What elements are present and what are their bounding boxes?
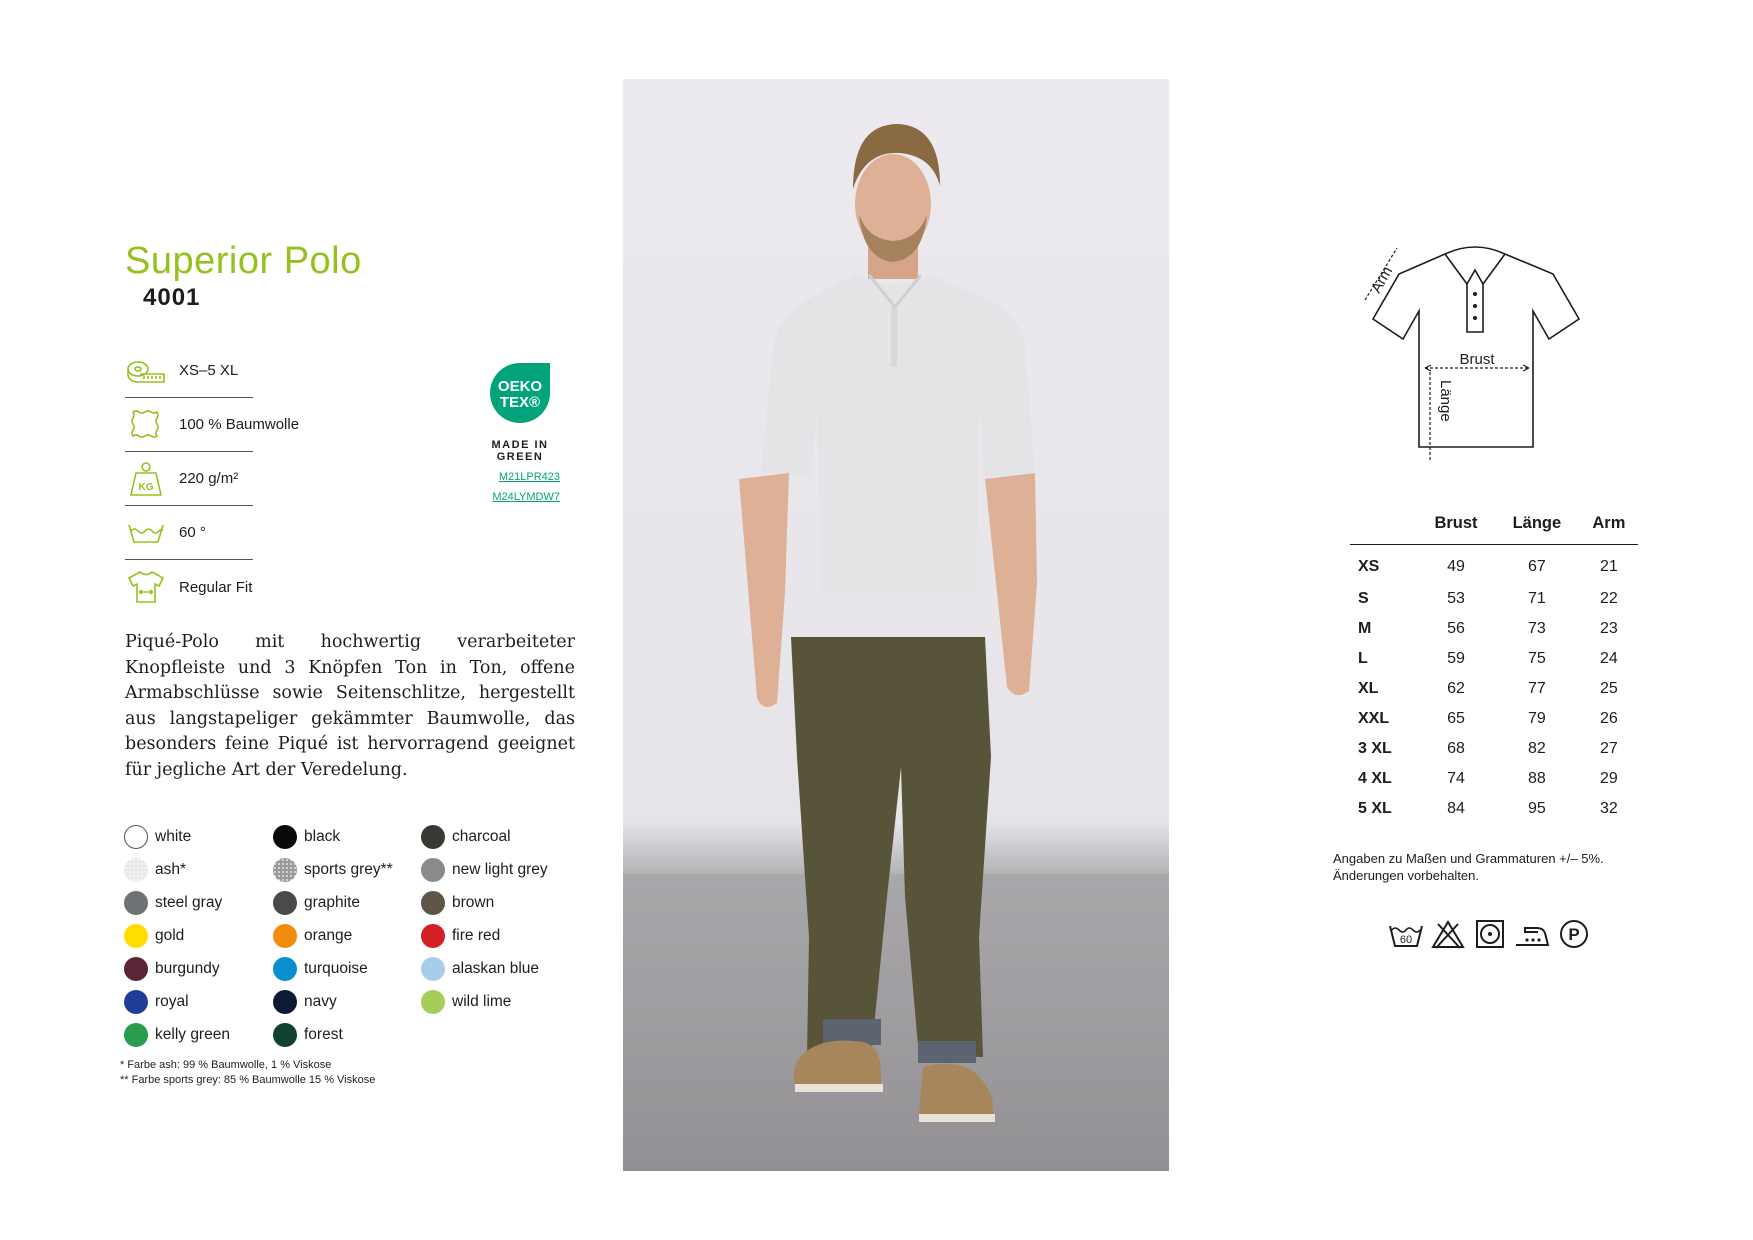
length-cell: 75 <box>1527 650 1546 667</box>
fit-shirt-icon <box>125 567 167 607</box>
color-option-royal <box>124 990 273 1014</box>
chest-cell: 62 <box>1447 680 1465 697</box>
size-cell: XS <box>1358 558 1380 576</box>
color-label: turquoise <box>304 960 368 977</box>
color-grid <box>124 825 564 1047</box>
color-option-burgundy <box>124 957 273 981</box>
color-label: white <box>155 828 192 845</box>
color-swatch <box>421 924 445 948</box>
spec-row-wash <box>125 506 253 560</box>
color-label: navy <box>304 993 337 1010</box>
color-swatch <box>273 924 297 948</box>
color-label: gold <box>155 927 185 944</box>
length-cell: 79 <box>1527 710 1546 727</box>
header-length: Länge <box>1494 510 1580 544</box>
size-cell: 4 XL <box>1358 770 1392 787</box>
color-option-sports-grey <box>273 858 421 882</box>
oeko-code-link-1[interactable]: M21LPR423 <box>498 471 560 483</box>
chest-cell: 56 <box>1447 620 1465 637</box>
color-option-brown <box>421 891 564 915</box>
arm-cell: 27 <box>1599 740 1618 757</box>
shirt-measurement-diagram <box>1355 222 1595 462</box>
note-line-2: Änderungen vorbehalten. <box>1333 868 1480 883</box>
article-number: 4001 <box>143 284 201 311</box>
dry-clean-p-icon <box>1556 918 1592 950</box>
arm-cell: 26 <box>1599 710 1618 727</box>
oeko-made-in <box>470 439 570 463</box>
no-bleach-icon <box>1430 918 1466 950</box>
color-label: ash* <box>155 861 187 878</box>
color-option-forest <box>273 1023 421 1047</box>
oeko-made-in-line1: MADE IN <box>491 439 549 451</box>
size-cell: M <box>1358 620 1372 637</box>
measurement-note <box>1333 850 1604 884</box>
care-symbols <box>1388 918 1592 950</box>
chest-cell: 53 <box>1447 590 1465 607</box>
color-label: graphite <box>304 894 361 911</box>
color-label: wild lime <box>452 993 512 1010</box>
color-swatch <box>421 891 445 915</box>
svg-text:60: 60 <box>1399 934 1413 946</box>
color-option-steel-gray <box>124 891 273 915</box>
arm-cell: 24 <box>1599 650 1618 667</box>
chest-cell: 74 <box>1447 770 1465 787</box>
product-title: Superior Polo <box>125 240 362 282</box>
shirt-outline <box>1373 247 1579 447</box>
color-option-alaskan-blue <box>421 957 564 981</box>
color-option-fire-red <box>421 924 564 948</box>
size-table-body <box>1350 544 1638 824</box>
color-swatch <box>124 957 148 981</box>
iron-icon <box>1514 918 1550 950</box>
tumble-dry-icon <box>1472 918 1508 950</box>
product-description: Piqué-Polo mit hochwertig verarbeiteter Knopfleiste und 3 Knöpfen Ton in Ton, offene Armabschlüsse sowie Seitenschlitze, hergestellt aus langstapeliger gekämmter Baumwolle, das besonders feine Piqué ist hervorragend geeignet für jegliche Art der Veredelung. <box>125 632 575 780</box>
spec-row-sizes <box>125 344 253 398</box>
chest-cell: 84 <box>1447 800 1465 817</box>
oeko-made-in-line2: GREEN <box>496 451 544 463</box>
color-option-graphite <box>273 891 421 915</box>
color-label: forest <box>304 1026 343 1043</box>
table-row <box>1350 614 1638 644</box>
arm-cell: 22 <box>1599 590 1618 607</box>
length-cell: 95 <box>1527 800 1546 817</box>
arm-cell: 32 <box>1599 800 1618 817</box>
table-row <box>1350 644 1638 674</box>
weight-icon <box>125 459 167 499</box>
color-label: new light grey <box>452 861 548 878</box>
color-swatch <box>124 1023 148 1047</box>
size-header-empty <box>1350 510 1418 544</box>
color-label: kelly green <box>155 1026 230 1043</box>
size-table <box>1350 510 1638 824</box>
arm-cell: 25 <box>1599 680 1618 697</box>
color-option-navy <box>273 990 421 1014</box>
svg-text:OEKO: OEKO <box>497 378 543 395</box>
svg-text:P: P <box>1568 925 1580 944</box>
header-chest: Brust <box>1418 510 1494 544</box>
color-swatch <box>273 1023 297 1047</box>
spec-sizes-text: XS–5 XL <box>179 362 239 379</box>
color-option-charcoal <box>421 825 564 849</box>
arm-cell: 21 <box>1599 558 1618 576</box>
table-row <box>1350 794 1638 824</box>
color-label: sports grey** <box>304 861 393 878</box>
color-swatch <box>421 957 445 981</box>
shirt-collar <box>1445 254 1505 284</box>
wash-60-icon <box>1388 918 1424 950</box>
color-option-gold <box>124 924 273 948</box>
color-swatch <box>421 858 445 882</box>
color-label: black <box>304 828 341 845</box>
svg-text:TEX®: TEX® <box>499 394 541 411</box>
chest-cell: 65 <box>1447 710 1465 727</box>
diagram-length-label: Länge <box>1437 380 1454 422</box>
color-swatch <box>273 957 297 981</box>
spec-row-material <box>125 398 300 452</box>
color-label: charcoal <box>452 828 511 845</box>
length-cell: 82 <box>1527 740 1546 757</box>
color-option-new-light-grey <box>421 858 564 882</box>
oeko-tex-badge-icon <box>489 362 551 424</box>
note-line-1: Angaben zu Maßen und Grammaturen +/– 5%. <box>1333 851 1604 866</box>
color-label: brown <box>452 894 495 911</box>
length-cell: 77 <box>1527 680 1546 697</box>
color-swatch <box>421 990 445 1014</box>
footnotes <box>120 1058 375 1088</box>
header-arm: Arm <box>1580 510 1638 544</box>
svg-text:KG: KG <box>138 481 154 493</box>
spec-wash-text: 60 ° <box>179 524 206 541</box>
spec-weight-text: 220 g/m² <box>179 470 239 487</box>
spec-material-text: 100 % Baumwolle <box>179 416 300 433</box>
color-swatch <box>421 825 445 849</box>
color-option-white <box>124 825 273 849</box>
size-cell: 5 XL <box>1358 800 1392 817</box>
color-option-orange <box>273 924 421 948</box>
size-table-header <box>1350 510 1638 544</box>
measuring-tape-icon <box>125 351 167 391</box>
table-row <box>1350 674 1638 704</box>
size-cell: L <box>1358 650 1368 667</box>
diagram-arm-label: Arm <box>1367 263 1397 296</box>
color-option-wild-lime <box>421 990 564 1014</box>
size-cell: 3 XL <box>1358 740 1392 757</box>
color-swatch <box>124 825 148 849</box>
product-photo <box>623 79 1169 1171</box>
length-cell: 71 <box>1527 590 1546 607</box>
length-cell: 73 <box>1527 620 1546 637</box>
table-row <box>1350 544 1638 584</box>
spec-list <box>125 344 300 614</box>
oeko-tex-label <box>470 362 570 507</box>
color-swatch <box>273 825 297 849</box>
spec-row-weight <box>125 452 253 506</box>
wash-60-icon <box>125 513 167 553</box>
chest-cell: 68 <box>1447 740 1465 757</box>
color-swatch <box>273 858 297 882</box>
size-cell: S <box>1358 590 1369 607</box>
size-cell: XL <box>1358 680 1379 697</box>
color-swatch <box>124 924 148 948</box>
spec-row-fit <box>125 560 253 614</box>
color-swatch <box>124 990 148 1014</box>
chest-cell: 49 <box>1447 558 1465 576</box>
color-label: fire red <box>452 927 501 944</box>
color-swatch <box>273 891 297 915</box>
color-option-black <box>273 825 421 849</box>
color-swatch <box>124 858 148 882</box>
table-row <box>1350 704 1638 734</box>
arm-cell: 23 <box>1599 620 1618 637</box>
size-cell: XXL <box>1358 710 1390 727</box>
footnote-ash: * Farbe ash: 99 % Baumwolle, 1 % Viskose <box>120 1059 332 1071</box>
oeko-code-link-2[interactable]: M24LYMDW7 <box>492 491 560 503</box>
diagram-chest-label: Brust <box>1459 351 1495 368</box>
color-option-ash <box>124 858 273 882</box>
table-row <box>1350 734 1638 764</box>
color-option-turquoise <box>273 957 421 981</box>
model-illustration <box>623 79 1169 1171</box>
table-row <box>1350 764 1638 794</box>
fabric-icon <box>125 405 167 445</box>
color-label: burgundy <box>155 960 220 977</box>
color-label: royal <box>155 993 189 1010</box>
table-row <box>1350 584 1638 614</box>
chest-cell: 59 <box>1447 650 1465 667</box>
color-label: orange <box>304 927 353 944</box>
footnote-sports-grey: ** Farbe sports grey: 85 % Baumwolle 15 % Viskose <box>120 1074 376 1086</box>
color-swatch <box>124 891 148 915</box>
length-cell: 67 <box>1527 558 1546 576</box>
color-option-kelly-green <box>124 1023 273 1047</box>
color-swatch <box>273 990 297 1014</box>
color-label: steel gray <box>155 894 223 911</box>
spec-fit-text: Regular Fit <box>179 578 253 596</box>
color-label: alaskan blue <box>452 960 540 977</box>
length-cell: 88 <box>1527 770 1546 787</box>
arm-cell: 29 <box>1599 770 1618 787</box>
